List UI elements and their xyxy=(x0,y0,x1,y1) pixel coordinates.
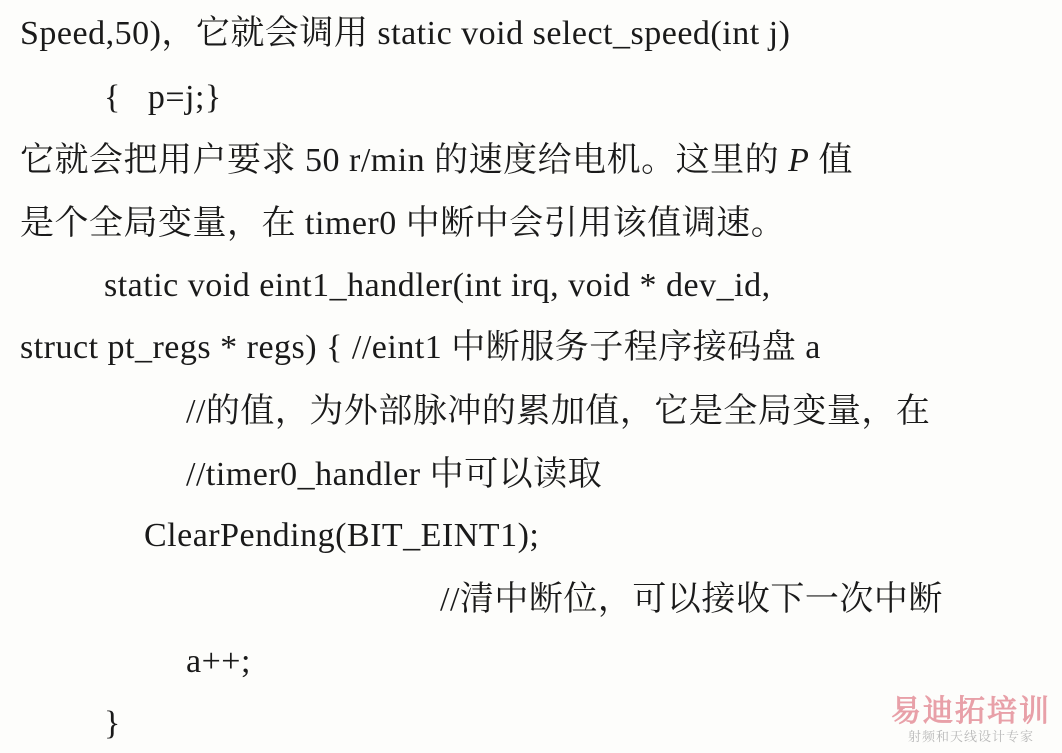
code-line-handler-signature: static void eint1_handler(int irq, void * dev_id, xyxy=(104,267,771,304)
code-comment-1: //的值，为外部脉冲的累加值，它是全局变量，在 xyxy=(186,393,931,430)
code-comment-3: //清中断位，可以接收下一次中断 xyxy=(440,581,943,618)
text-line-1: Speed,50)，它就会调用 static void select_speed(int j) xyxy=(20,15,791,52)
text-line-3-main: 它就会把用户要求 50 r/min 的速度给电机。这里的 xyxy=(20,142,780,179)
code-line-increment: a++; xyxy=(186,643,251,680)
code-comment-2: //timer0_handler 中可以读取 xyxy=(186,456,603,493)
text-line-4: 是个全局变量，在 timer0 中断中会引用该值调速。 xyxy=(20,205,786,242)
code-line-close-brace: } xyxy=(104,705,121,742)
watermark-title: 易迪拓培训 xyxy=(891,694,1051,729)
text-line-3-tail: 值 xyxy=(818,142,853,179)
text-line-3 xyxy=(20,141,853,181)
watermark-logo xyxy=(886,695,1056,751)
code-line-assign: { p=j;} xyxy=(104,79,222,116)
code-line-clear-pending: ClearPending(BIT_EINT1); xyxy=(144,517,540,554)
watermark-subtitle: 射频和天线设计专家 xyxy=(907,730,1034,745)
code-line-handler-params: struct pt_regs * regs) { //eint1 中断服务子程序接码盘 a xyxy=(20,329,821,366)
italic-p-variable: P xyxy=(788,142,810,179)
